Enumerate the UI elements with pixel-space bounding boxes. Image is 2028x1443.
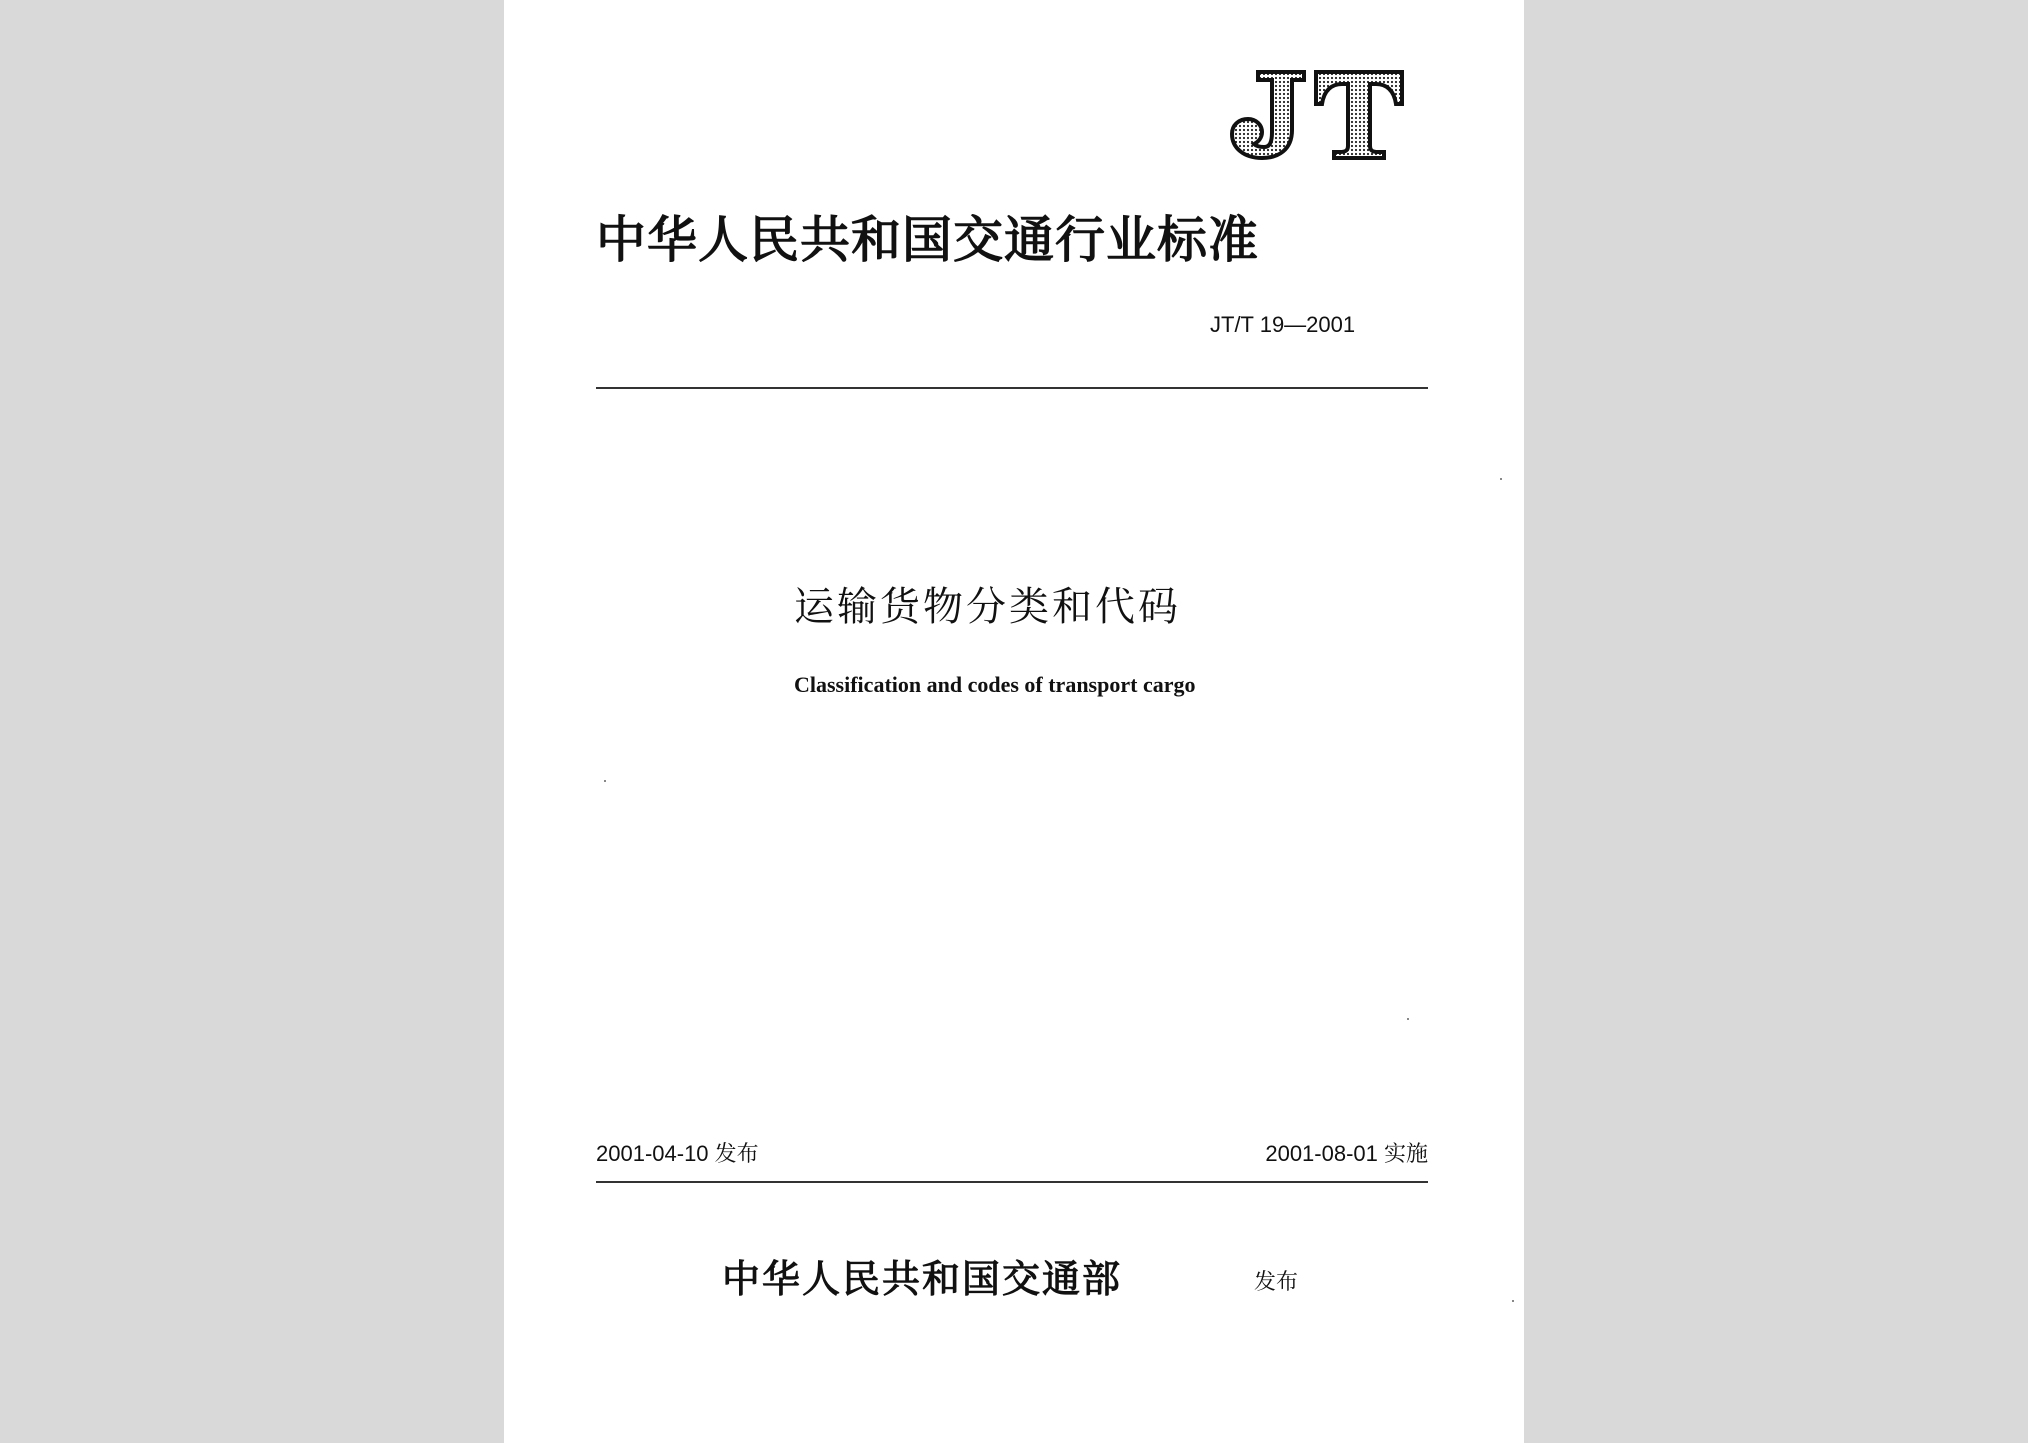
publisher-suffix: 发布 [1254,1270,1299,1295]
jt-logo [1226,64,1406,164]
publisher-name: 中华人民共和国交通部 [722,1256,1123,1301]
document-page [504,0,1524,1443]
scan-speck [1500,478,1502,480]
bottom-divider [596,1181,1428,1183]
scan-speck [1512,1300,1514,1302]
effective-date: 2001-08-01 实施 [1265,1141,1428,1166]
scan-speck [1407,1018,1409,1020]
standard-code: JT/T 19—2001 [1210,312,1356,337]
standard-title: 中华人民共和国交通行业标准 [596,210,1259,269]
document-title-cn: 运输货物分类和代码 [794,584,1181,630]
document-title-en: Classification and codes of transport cargo [794,672,1196,697]
scan-speck [604,780,606,782]
issue-date: 2001-04-10 发布 [596,1141,759,1166]
top-divider [596,387,1428,389]
